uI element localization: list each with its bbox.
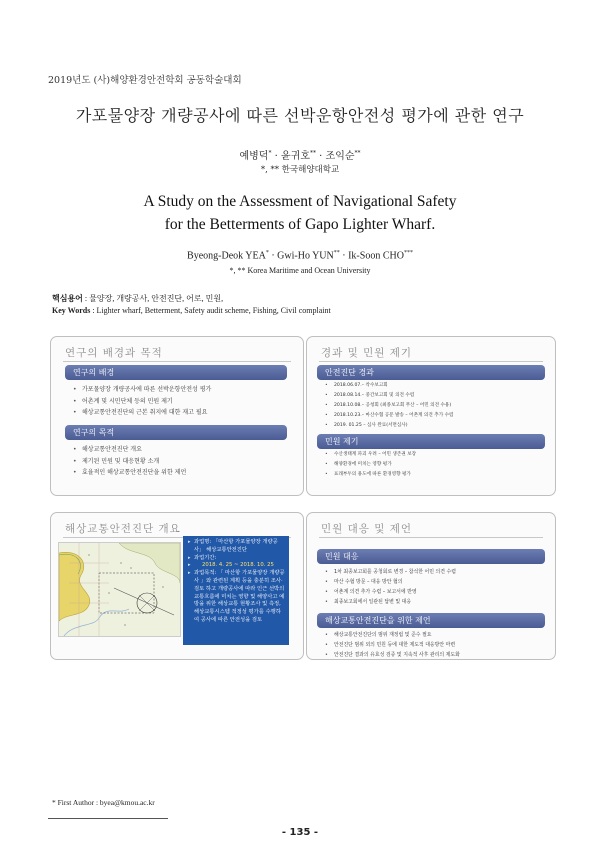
list-item: • 어촌계 의견 추가 수렴 – 보고서에 반영: [325, 587, 456, 597]
info-item: ▸ 과업기간:: [188, 555, 285, 563]
list-item: • 2018.06.07.– 착수보고회: [325, 381, 453, 391]
list: [325, 630, 460, 660]
list-item: • 수산생태계 파괴 우려 – 어민 생존권 보장: [325, 450, 416, 460]
list-item: • 안전진단 범위 외의 민원 등에 대한 제도적 대응방안 마련: [325, 640, 460, 650]
list: [325, 381, 453, 431]
panel-background-purpose: [50, 336, 304, 496]
list-item: • 2018.08.14.– 중간보고회 및 의견 수렴: [325, 391, 453, 401]
list: [325, 450, 416, 480]
panel-title: 경과 및 민원 제기: [321, 347, 413, 359]
list-item: • 표래부두의 용도에 따른 환경영향 평가: [325, 470, 416, 480]
list-item: • 가포물양장 개량공사에 따른 선박운항안전성 평가: [73, 384, 211, 396]
list-item: • 해양환경에 미치는 영향 평가: [325, 460, 416, 470]
harbor-map-icon: [59, 543, 180, 636]
list-item: • 해상교통안전진단의 범위 재정립 및 준수 필요: [325, 630, 460, 640]
section-header: 해상교통안전진단을 위한 제언: [317, 613, 545, 628]
project-info-box: [183, 536, 289, 645]
affiliation-korean: *, ** 한국해양대학교: [260, 165, 340, 175]
info-item: ▸ 과업명: 「마산항 가포물양장 개량공사」 해상교통안전진단: [188, 539, 285, 555]
panel-title: 민원 대응 및 제언: [321, 523, 413, 535]
list-item: • 최종보고회에서 일관된 답변 및 대응: [325, 597, 456, 607]
title-korean: 가포물양장 개량공사에 따른 선박운항안전성 평가에 관한 연구: [75, 106, 525, 125]
divider: [63, 361, 291, 362]
list: [325, 567, 456, 607]
section-header: 연구의 목적: [65, 425, 287, 440]
list-item: • 해상교통안전진단 개요: [73, 444, 186, 456]
list-item: • 2018.10.23.– 마산수협 공문 발송 – 어촌계 의견 추가 수렴: [325, 411, 453, 421]
divider: [319, 537, 543, 538]
harbor-map-image: [58, 542, 181, 637]
divider: [319, 361, 543, 362]
list-item: • 안전진단 결과의 유효성 검증 및 지속적 사후 관리의 제도화: [325, 650, 460, 660]
panel-title: 연구의 배경과 목적: [65, 347, 163, 359]
list-item: • 마산 수협 방문 – 대응 방안 협의: [325, 577, 456, 587]
conference-header: 2019년도 (사)해양환경안전학회 공동학술대회: [48, 75, 242, 86]
list-item: • 제기된 민원 및 대응현황 소개: [73, 456, 186, 468]
list: [73, 444, 186, 479]
footnote-divider: [48, 818, 168, 819]
section-header: 연구의 배경: [65, 365, 287, 380]
list-item: • 해상교통안전진단의 근본 취지에 대한 재고 필요: [73, 407, 211, 419]
keywords-korean: 핵심용어 : 물양장, 개량공사, 안전진단, 어로, 민원,: [52, 294, 224, 303]
info-period: ▸ 2018. 4. 25 ~ 2018. 10. 25: [188, 562, 285, 570]
section-header: 민원 대응: [317, 549, 545, 564]
section-header: 민원 제기: [317, 434, 545, 449]
affiliation-english: *, ** Korea Maritime and Ocean University: [229, 266, 371, 275]
info-item: ▸ 과업목적: 「 마산항 가포물양장 개량공사 」와 관련된 계획 등을 충분히 조사·검토 하고 개량공사에 따라 인근 선박의 교통흐름에 미치는 영향 및 해양사고 예방을 위한 해상교통 현황조사 및 측정, 해상교통시스템 적정성 평가를 수행하여 공사에 따른 안전성을 검토: [188, 570, 285, 625]
authors-english: Byeong-Deok YEA* · Gwi-Ho YUN** · Ik-Soon CHO***: [187, 250, 413, 262]
keywords-english: Key Words : Lighter wharf, Betterment, Safety audit scheme, Fishing, Civil complaint: [52, 306, 331, 315]
authors-korean: 예병덕* · 윤귀호** · 조익순**: [239, 149, 361, 162]
list-item: • 2018.10.08.– 공청회 (최종보고회 무산 – 어민 의견 수용): [325, 401, 453, 411]
title-english: A Study on the Assessment of Navigational Safety for the Betterments of Gapo Lighter Wharf.: [143, 193, 457, 233]
panel-title: 해상교통안전진단 개요: [65, 523, 181, 535]
list-item: • 1차 최종보고회를 공청회로 변경 – 참석한 어민 의견 수렴: [325, 567, 456, 577]
list: [73, 384, 211, 419]
list-item: • 효율적인 해상교통안전진단을 위한 제언: [73, 467, 186, 479]
section-header: 안전진단 경과: [317, 365, 545, 380]
list-item: • 어촌계 및 시민단체 등의 민원 제기: [73, 396, 211, 408]
panel-progress-complaints: [306, 336, 556, 496]
list-item: • 2019. 01.25 – 심사 완료(서면심사): [325, 421, 453, 431]
footnote: * First Author : byea@kmou.ac.kr: [52, 798, 155, 807]
panel-response-suggestions: [306, 512, 556, 660]
page-number: - 135 -: [281, 827, 319, 838]
